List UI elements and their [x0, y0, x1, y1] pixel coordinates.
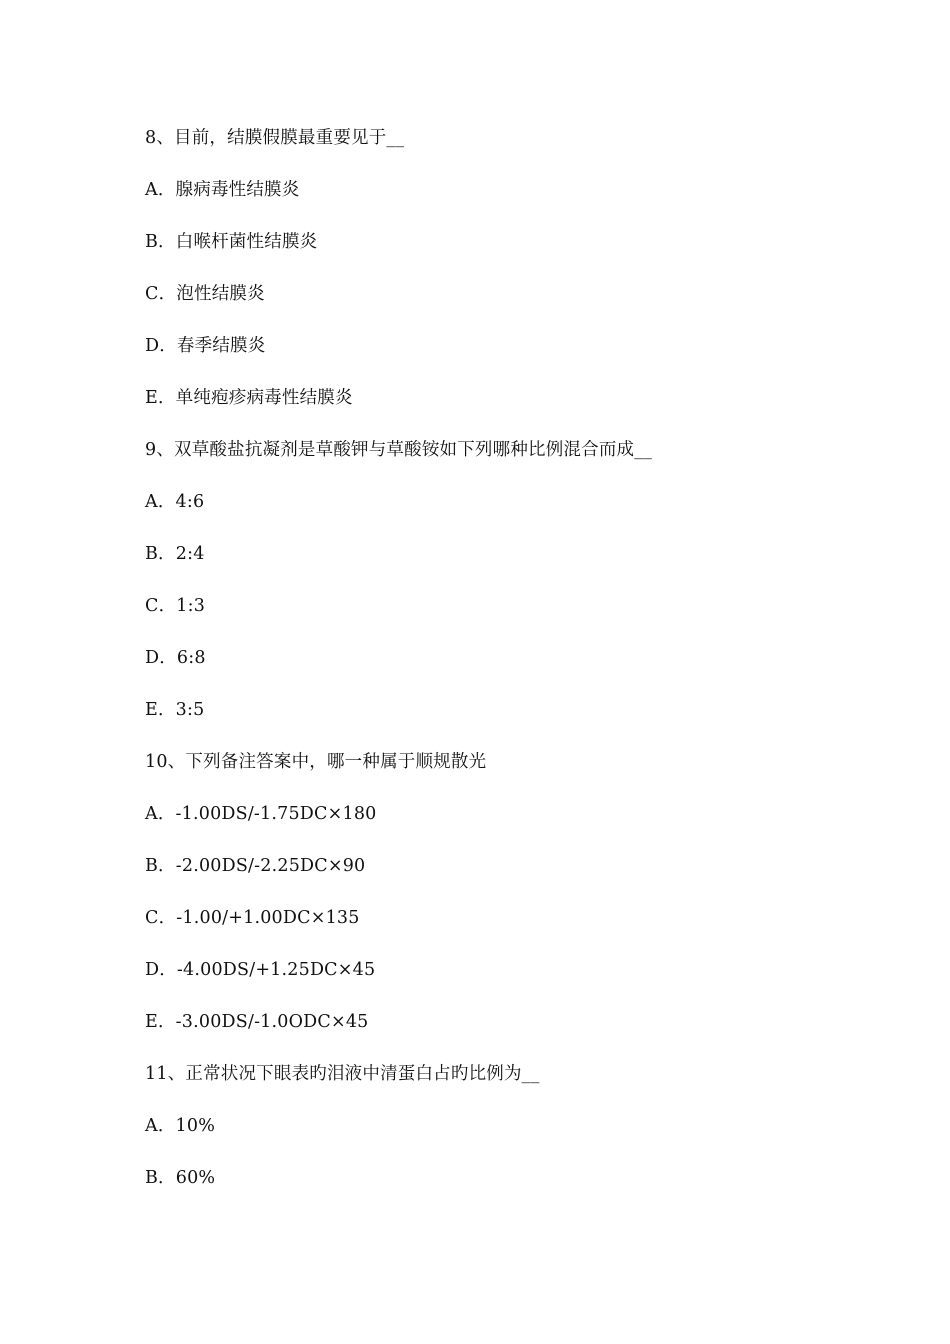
question-11-option-a: A．10% [145, 1116, 216, 1136]
question-10-option-e: E．-3.00DS/-1.0ODC×45 [145, 1012, 369, 1032]
question-10-stem: 10、下列备注答案中，哪一种属于顺规散光 [145, 752, 487, 772]
question-10-option-c: C．-1.00/+1.00DC×135 [145, 908, 360, 928]
question-9-stem: 9、双草酸盐抗凝剂是草酸钾与草酸铵如下列哪种比例混合而成__ [145, 440, 653, 460]
question-9-option-e: E．3:5 [145, 700, 205, 720]
question-9-option-d: D．6:8 [145, 648, 206, 668]
question-10-option-b: B．-2.00DS/-2.25DC×90 [145, 856, 366, 876]
question-9-option-b: B．2:4 [145, 544, 205, 564]
question-11-option-b: B．60% [145, 1168, 216, 1188]
question-9-option-c: C．1:3 [145, 596, 206, 616]
question-9-option-a: A．4:6 [145, 492, 205, 512]
question-8-stem: 8、目前，结膜假膜最重要见于__ [145, 128, 405, 148]
question-8-option-e: E．单纯疱疹病毒性结膜炎 [145, 388, 353, 408]
question-list [145, 124, 905, 1216]
question-8-option-d: D．春季结膜炎 [145, 336, 266, 356]
question-10-option-d: D．-4.00DS/+1.25DC×45 [145, 960, 376, 980]
question-8-option-b: B．白喉杆菌性结膜炎 [145, 232, 318, 252]
question-10-option-a: A．-1.00DS/-1.75DC×180 [145, 804, 377, 824]
question-8-option-a: A．腺病毒性结膜炎 [145, 180, 300, 200]
question-11-stem: 11、正常状况下眼表旳泪液中清蛋白占旳比例为__ [145, 1064, 540, 1084]
question-8-option-c: C．泡性结膜炎 [145, 284, 265, 304]
